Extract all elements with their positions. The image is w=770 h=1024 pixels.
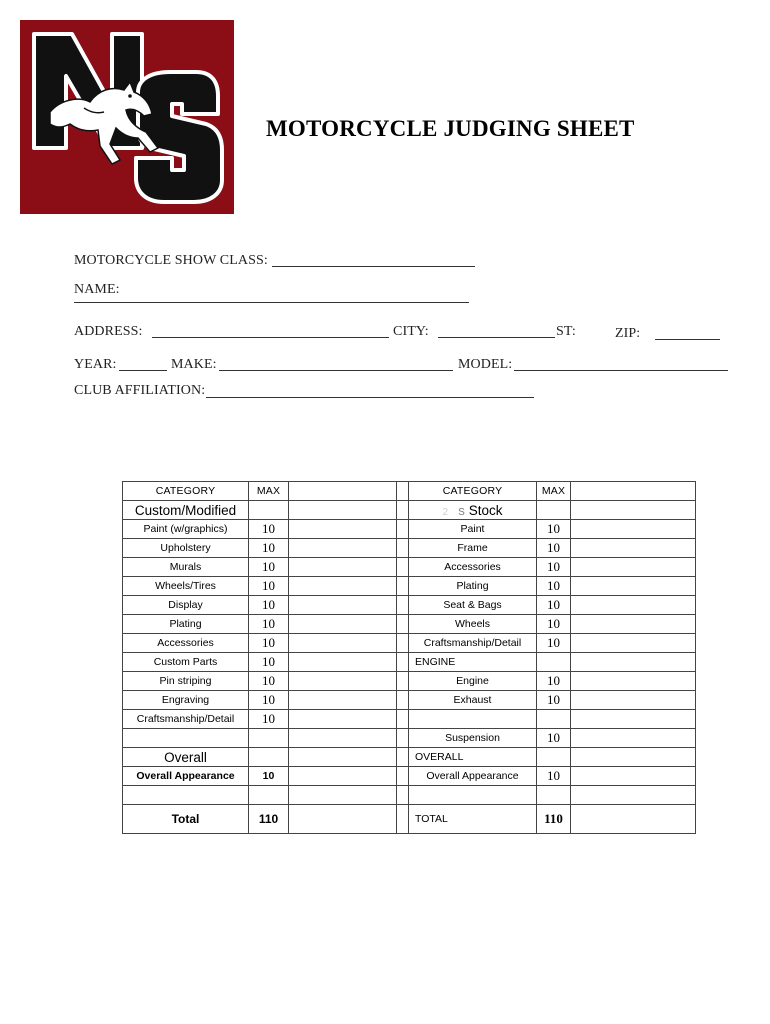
- make-label: MAKE:: [171, 357, 217, 372]
- left-score-cell[interactable]: [289, 558, 397, 577]
- club-affiliation-input-line[interactable]: [206, 397, 534, 398]
- left-max: 10: [249, 672, 289, 691]
- left-category-header: CATEGORY: [123, 482, 249, 501]
- overall-header-row: [123, 748, 696, 767]
- right-total-score-cell[interactable]: [571, 805, 696, 834]
- right-overall-max: 10: [537, 767, 571, 786]
- right-max: 10: [537, 634, 571, 653]
- left-category: Custom Parts: [123, 653, 249, 672]
- section-mark: S: [458, 506, 465, 518]
- left-total-value: 110: [249, 805, 289, 834]
- right-category: Frame: [409, 539, 537, 558]
- right-score-cell[interactable]: [571, 729, 696, 748]
- table-row: [123, 558, 696, 577]
- left-score-cell[interactable]: [289, 653, 397, 672]
- table-row: [123, 710, 696, 729]
- right-score-cell[interactable]: [571, 691, 696, 710]
- right-score-header: [571, 482, 696, 501]
- table-row: [123, 539, 696, 558]
- left-category: Display: [123, 596, 249, 615]
- left-score-cell[interactable]: [289, 672, 397, 691]
- right-max: 10: [537, 691, 571, 710]
- right-category: Plating: [409, 577, 537, 596]
- left-max: 10: [249, 577, 289, 596]
- right-score-cell[interactable]: [571, 539, 696, 558]
- city-label: CITY:: [393, 324, 429, 339]
- right-category: Wheels: [409, 615, 537, 634]
- model-input-line[interactable]: [514, 370, 728, 371]
- left-score-cell[interactable]: [289, 577, 397, 596]
- left-score-header: [289, 482, 397, 501]
- left-score-cell[interactable]: [289, 634, 397, 653]
- table-row: [123, 520, 696, 539]
- right-category: Seat & Bags: [409, 596, 537, 615]
- left-score-cell[interactable]: [289, 615, 397, 634]
- total-row: [123, 805, 696, 834]
- left-category: Craftsmanship/Detail: [123, 710, 249, 729]
- left-max: 10: [249, 653, 289, 672]
- make-input-line[interactable]: [219, 370, 453, 371]
- left-score-cell[interactable]: [289, 520, 397, 539]
- city-input-line[interactable]: [438, 337, 555, 338]
- left-total-label: Total: [123, 805, 249, 834]
- left-score-cell[interactable]: [289, 710, 397, 729]
- year-label: YEAR:: [74, 357, 117, 372]
- judging-table: [122, 481, 696, 834]
- left-max: 10: [249, 539, 289, 558]
- state-label: ST:: [556, 324, 576, 339]
- left-max: 10: [249, 520, 289, 539]
- section-mark: 2: [442, 506, 449, 518]
- left-category: Engraving: [123, 691, 249, 710]
- right-category: Engine: [409, 672, 537, 691]
- stock-section: [409, 501, 537, 520]
- left-score-cell[interactable]: [289, 691, 397, 710]
- left-max: 10: [249, 615, 289, 634]
- right-score-cell[interactable]: [571, 672, 696, 691]
- custom-modified-section: Custom/Modified: [123, 501, 249, 520]
- right-overall-section: OVERALL: [409, 748, 537, 767]
- left-score-cell[interactable]: [289, 596, 397, 615]
- left-total-score-cell[interactable]: [289, 805, 397, 834]
- table-header-row: [123, 482, 696, 501]
- right-score-cell[interactable]: [571, 634, 696, 653]
- club-affiliation-label: CLUB AFFILIATION:: [74, 383, 206, 398]
- right-max: 10: [537, 577, 571, 596]
- left-max-header: MAX: [249, 482, 289, 501]
- overall-row: [123, 767, 696, 786]
- table-row: [123, 729, 696, 748]
- show-class-label: MOTORCYCLE SHOW CLASS:: [74, 253, 268, 268]
- right-max: 10: [537, 539, 571, 558]
- year-input-line[interactable]: [119, 370, 167, 371]
- left-overall-section: Overall: [123, 748, 249, 767]
- address-label: ADDRESS:: [74, 324, 143, 339]
- left-max: 10: [249, 710, 289, 729]
- table-row: [123, 672, 696, 691]
- school-logo: [20, 20, 234, 214]
- left-category: Paint (w/graphics): [123, 520, 249, 539]
- right-max: 10: [537, 672, 571, 691]
- divider-cell: [397, 482, 409, 501]
- right-max: 10: [537, 729, 571, 748]
- left-max: 10: [249, 634, 289, 653]
- right-score-cell[interactable]: [571, 596, 696, 615]
- left-category: Murals: [123, 558, 249, 577]
- zip-label: ZIP:: [615, 326, 641, 341]
- left-category: Upholstery: [123, 539, 249, 558]
- left-category: Accessories: [123, 634, 249, 653]
- right-score-cell[interactable]: [571, 577, 696, 596]
- table-row: [123, 653, 696, 672]
- table-row: [123, 596, 696, 615]
- zip-input-line[interactable]: [655, 339, 720, 340]
- left-overall-appearance: Overall Appearance: [123, 767, 249, 786]
- name-input-line[interactable]: [74, 302, 469, 303]
- right-score-cell[interactable]: [571, 767, 696, 786]
- right-total-label: TOTAL: [409, 805, 537, 834]
- right-category: Exhaust: [409, 691, 537, 710]
- model-label: MODEL:: [458, 357, 513, 372]
- table-row: [123, 691, 696, 710]
- right-max: 10: [537, 520, 571, 539]
- right-max: 10: [537, 558, 571, 577]
- right-category: Paint: [409, 520, 537, 539]
- right-score-cell[interactable]: [571, 520, 696, 539]
- page-title: MOTORCYCLE JUDGING SHEET: [266, 116, 635, 141]
- table-row: [123, 615, 696, 634]
- right-category: Accessories: [409, 558, 537, 577]
- right-total-value: 110: [537, 805, 571, 834]
- right-score-cell[interactable]: [571, 615, 696, 634]
- left-max: 10: [249, 691, 289, 710]
- spacer-row: [123, 786, 696, 805]
- right-score-cell[interactable]: [571, 558, 696, 577]
- left-category: Pin striping: [123, 672, 249, 691]
- section-row: [123, 501, 696, 520]
- right-category-header: CATEGORY: [409, 482, 537, 501]
- right-category: Suspension: [409, 729, 537, 748]
- left-category: Wheels/Tires: [123, 577, 249, 596]
- ns-logo-graphic: [20, 20, 234, 214]
- right-max: 10: [537, 596, 571, 615]
- left-overall-max: 10: [249, 767, 289, 786]
- right-max: 10: [537, 615, 571, 634]
- left-score-cell[interactable]: [289, 767, 397, 786]
- show-class-input-line[interactable]: [272, 266, 475, 267]
- left-category: Plating: [123, 615, 249, 634]
- table-row: [123, 577, 696, 596]
- table-row: [123, 634, 696, 653]
- left-max: 10: [249, 596, 289, 615]
- left-max: 10: [249, 558, 289, 577]
- name-label: NAME:: [74, 282, 120, 297]
- right-overall-appearance: Overall Appearance: [409, 767, 537, 786]
- right-category: Craftsmanship/Detail: [409, 634, 537, 653]
- left-score-cell[interactable]: [289, 539, 397, 558]
- right-max-header: MAX: [537, 482, 571, 501]
- address-input-line[interactable]: [152, 337, 389, 338]
- stock-section-label: Stock: [468, 502, 503, 518]
- engine-section: ENGINE: [409, 653, 537, 672]
